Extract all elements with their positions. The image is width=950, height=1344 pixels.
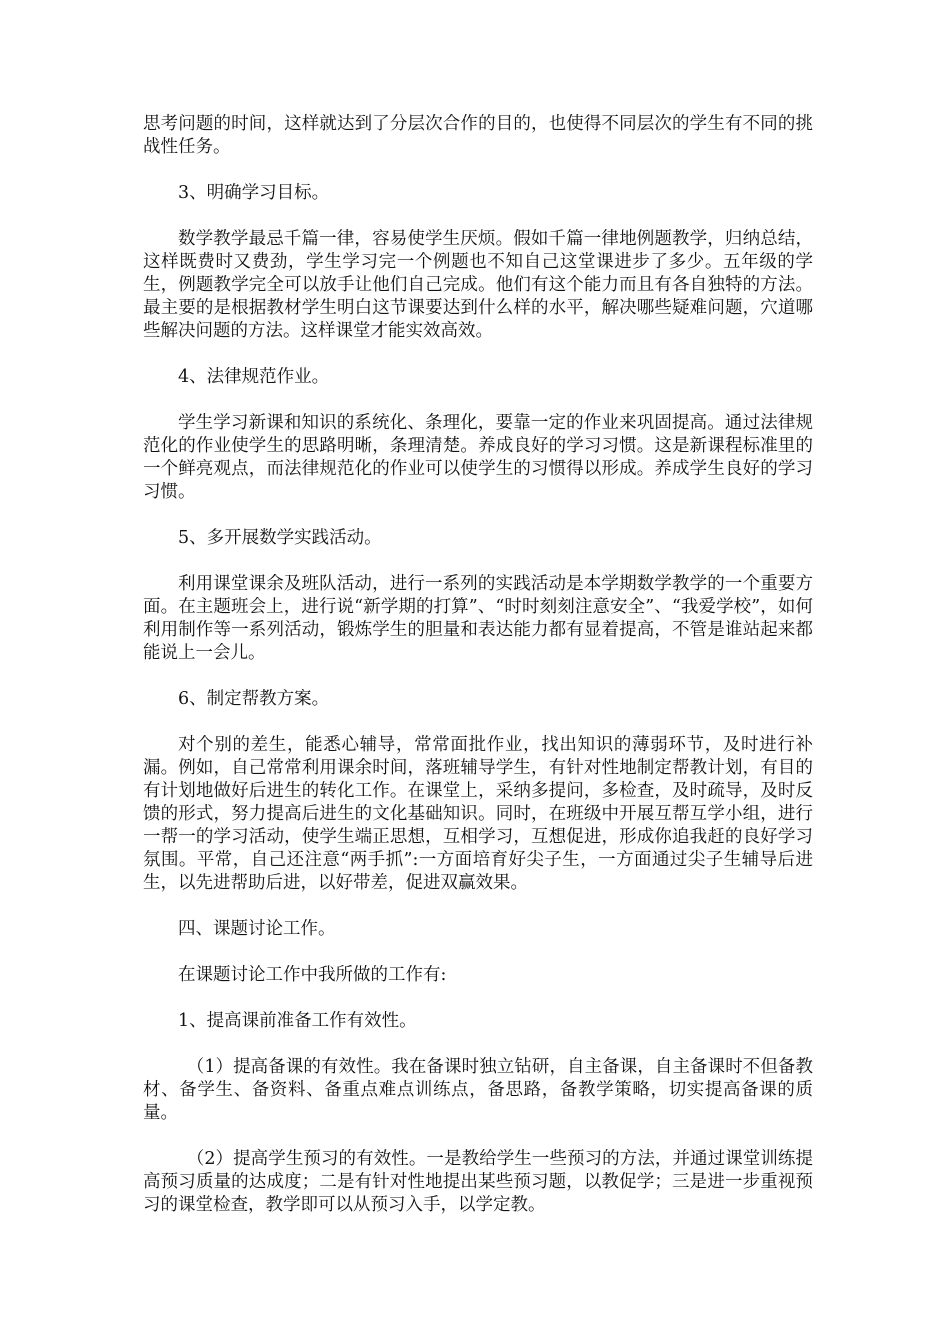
heading-5-practice: 5、多开展数学实践活动。	[178, 528, 382, 548]
heading-iv-research: 四、课题讨论工作。	[178, 919, 336, 939]
paragraph-practice: 利用课堂课余及班队活动，进行一系列的实践活动是本学期数学教学的一个重要方面。在主题班会上，进行说“新学期的打算”、“时时刻刻注意安全”、“我爱学校”，如何利用制作等一系列活动，锻炼学生的胆量和表达能力都有显着提高，不管是谁站起来都能说上一会儿。	[143, 574, 813, 663]
document-page	[143, 113, 813, 1240]
paragraph-continuation: 思考问题的时间，这样就达到了分层次合作的目的，也使得不同层次的学生有不同的挑战性任务。	[143, 114, 813, 157]
paragraph-lesson-prep: （1）提高备课的有效性。我在备课时独立钻研，自主备课，自主备课时不但备教材、备学生、备资料、备重点难点训练点，备思路，备教学策略，切实提高备课的质量。	[143, 1057, 813, 1123]
heading-6-tutoring: 6、制定帮教方案。	[178, 689, 330, 709]
paragraph-homework: 学生学习新课和知识的系统化、条理化，要靠一定的作业来巩固提高。通过法律规范化的作业使学生的思路明晰，条理清楚。养成良好的学习习惯。这是新课程标准里的一个鲜亮观点，而法律规范化的作业可以使学生的习惯得以形成。养成学生良好的学习习惯。	[143, 413, 813, 502]
heading-iv-1-preparation: 1、提高课前准备工作有效性。	[178, 1011, 417, 1031]
heading-4-homework: 4、法律规范作业。	[178, 367, 330, 387]
heading-3-learning-goals: 3、明确学习目标。	[178, 183, 330, 203]
paragraph-learning-goals: 数学教学最忌千篇一律，容易使学生厌烦。假如千篇一律地例题教学，归纳总结，这样既费时又费劲，学生学习完一个例题也不知自己这堂课进步了多少。五年级的学生，例题教学完全可以放手让他们自己完成。他们有这个能力而且有各自独特的方法。最主要的是根据教材学生明白这节课要达到什么样的水平，解决哪些疑难问题，穴道哪些解决问题的方法。这样课堂才能实效高效。	[143, 229, 813, 341]
paragraph-tutoring: 对个别的差生，能悉心辅导，常常面批作业，找出知识的薄弱环节，及时进行补漏。例如，自己常常利用课余时间，落班辅导学生，有针对性地制定帮教计划，有目的有计划地做好后进生的转化工作。在课堂上，采纳多提问，多检查，及时疏导，及时反馈的形式，努力提高后进生的文化基础知识。同时，在班级中开展互帮互学小组，进行一帮一的学习活动，使学生端正思想，互相学习，互想促进，形成你追我赶的良好学习氛围。平常，自己还注意“两手抓”:一方面培育好尖子生，一方面通过尖子生辅导后进生，以先进帮助后进，以好带差，促进双赢效果。	[143, 735, 813, 893]
paragraph-preview: （2）提高学生预习的有效性。一是教给学生一些预习的方法，并通过课堂训练提高预习质量的达成度；二是有针对性地提出某些预习题，以教促学；三是进一步重视预习的课堂检查，教学即可以从预习入手，以学定教。	[143, 1149, 813, 1215]
paragraph-research-intro: 在课题讨论工作中我所做的工作有:	[178, 965, 447, 985]
